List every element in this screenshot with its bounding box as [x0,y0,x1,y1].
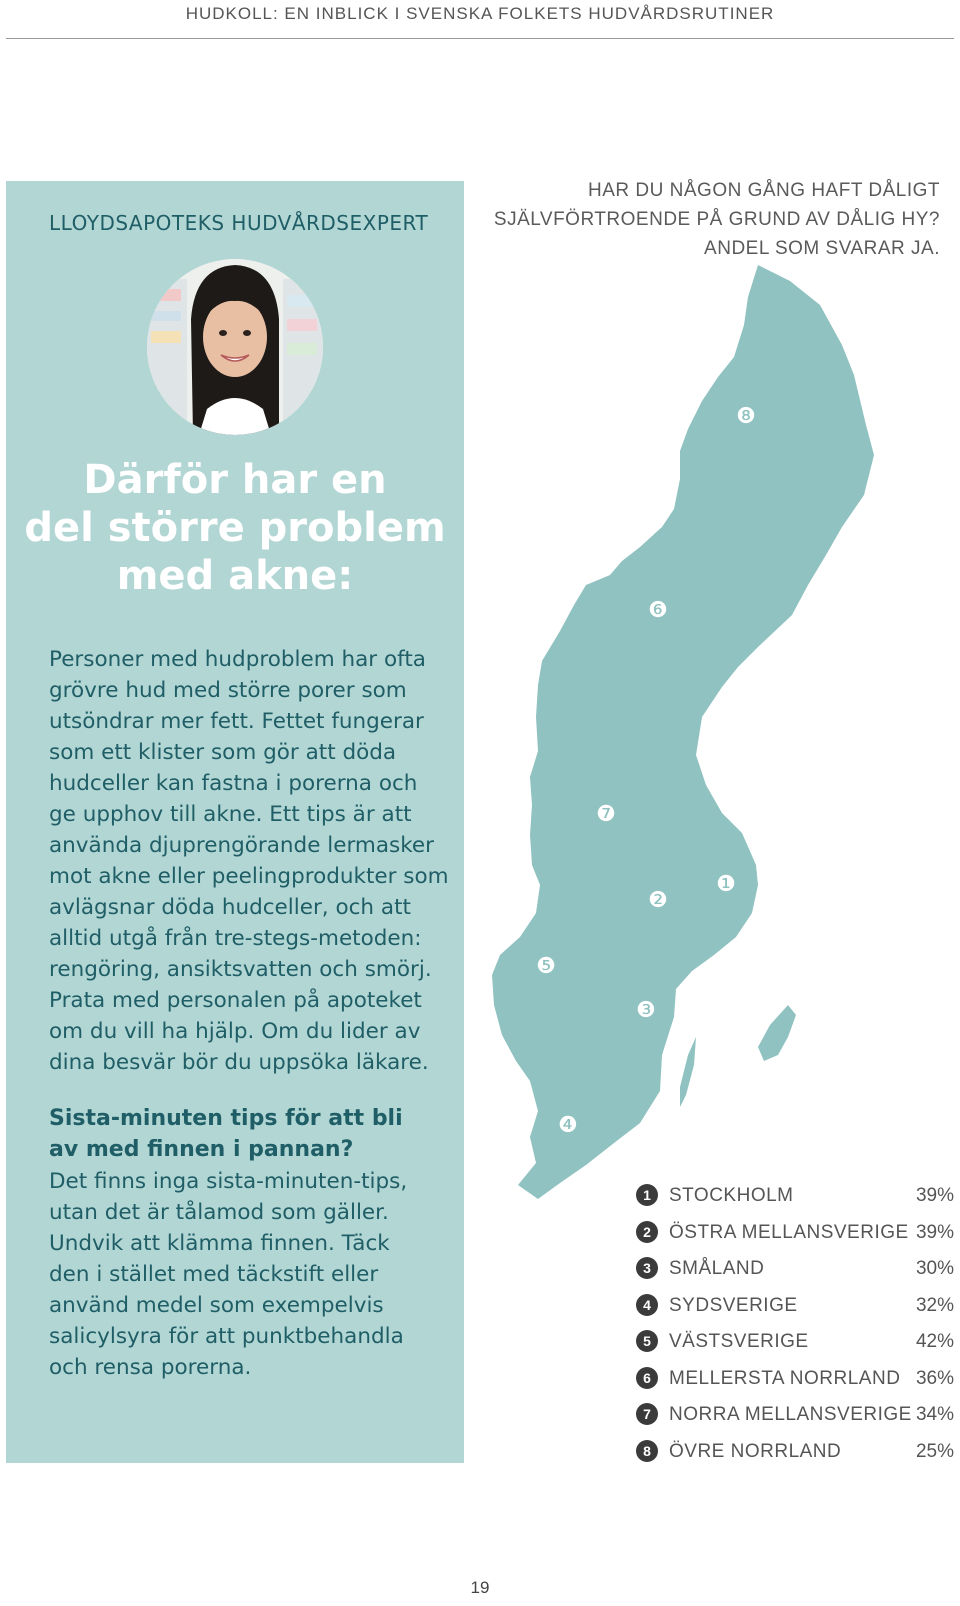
legend-percent: 39% [915,1185,954,1206]
legend-percent: 39% [915,1221,954,1243]
tips-heading-line: av med finnen i pannan? [49,1137,354,1162]
legend-percent: 36% [915,1367,954,1389]
heading-line: del större problem [24,505,446,551]
region-legend [636,1184,958,1476]
expert-title: LLOYDSAPOTEKS HUDVÅRDSEXPERT [49,211,429,235]
marker-1: ❶ [716,872,736,897]
legend-number: 2 [636,1221,658,1243]
legend-region: ÖVRE NORRLAND [669,1440,842,1462]
legend-row [636,1330,958,1367]
expert-portrait [147,259,323,435]
gotland-island [758,1005,796,1061]
legend-number: 6 [636,1367,658,1389]
body-line: mot akne eller peelingprodukter som [49,864,449,889]
heading-line: Därför har en [83,457,387,503]
tips-text [49,1166,449,1383]
body-line: utsöndrar mer fett. Fettet fungerar [49,709,424,734]
legend-row [636,1257,958,1294]
tips-line: salicylsyra för att punktbehandla [49,1324,404,1349]
legend-region: NORRA MELLANSVERIGE [669,1404,912,1425]
body-line: använda djuprengörande lermasker [49,833,434,858]
tips-line: den i stället med täckstift eller [49,1262,379,1287]
legend-region: STOCKHOLM [669,1185,794,1206]
legend-row [636,1184,958,1221]
legend-number: 7 [636,1403,658,1425]
heading-line: med akne: [116,553,354,599]
header-divider [6,38,954,39]
running-header: HUDKOLL: EN INBLICK I SVENSKA FOLKETS HUDVÅRDSRUTINER [185,4,775,23]
legend-number: 1 [636,1184,658,1206]
legend-percent: 34% [915,1404,954,1425]
tips-line: använd medel som exempelvis [49,1293,384,1318]
panel-heading [6,456,464,600]
body-line: hudceller kan fastna i porerna och [49,771,418,796]
legend-row [636,1440,958,1477]
question-line: HAR DU NÅGON GÅNG HAFT DÅLIGT [588,180,940,201]
marker-6: ❻ [648,598,668,623]
legend-percent: 42% [915,1331,954,1352]
marker-7: ❼ [596,802,616,827]
legend-region: ÖSTRA MELLANSVERIGE [669,1221,909,1243]
tips-heading-line: Sista-minuten tips för att bli [49,1106,403,1131]
marker-8: ❽ [736,404,756,429]
marker-4: ❹ [558,1113,578,1138]
legend-number: 8 [636,1440,658,1462]
legend-region: SMÅLAND [669,1258,765,1279]
body-line: grövre hud med större porer som [49,678,407,703]
expert-panel [6,181,464,1463]
body-line: alltid utgå från tre-stegs-metoden: [49,926,422,951]
legend-row [636,1221,958,1258]
survey-question [490,176,940,263]
question-line: ANDEL SOM SVARAR JA. [704,238,940,259]
legend-row [636,1367,958,1404]
tips-line: och rensa porerna. [49,1355,252,1380]
legend-region: SYDSVERIGE [669,1294,798,1316]
body-line: dina besvär bör du uppsöka läkare. [49,1050,429,1075]
legend-region: VÄSTSVERIGE [669,1331,809,1352]
question-line: SJÄLVFÖRTROENDE PÅ GRUND AV DÅLIG HY? [493,209,940,230]
legend-region: MELLERSTA NORRLAND [669,1367,901,1389]
marker-3: ❸ [636,998,656,1023]
body-line: om du vill ha hjälp. Om du lider av [49,1019,421,1044]
legend-row [636,1403,958,1440]
page-number: 19 [470,1578,490,1597]
marker-2: ❷ [648,888,668,913]
legend-row [636,1294,958,1331]
tips-heading [49,1103,449,1165]
sweden-map [490,265,900,1205]
legend-number: 5 [636,1330,658,1352]
body-line: ge upphov till akne. Ett tips är att [49,802,412,827]
body-line: Personer med hudproblem har ofta [49,647,426,672]
tips-line: Undvik att klämma finnen. Täck [49,1231,390,1256]
oland-island [680,1037,696,1107]
body-line: avlägsnar döda hudceller, och att [49,895,411,920]
body-line: Prata med personalen på apoteket [49,988,422,1013]
tips-line: Det finns inga sista-minuten-tips, [49,1169,408,1194]
portrait-image [147,259,323,435]
marker-5: ❺ [536,954,556,979]
legend-percent: 30% [915,1258,954,1279]
body-line: som ett klister som gör att döda [49,740,397,765]
legend-percent: 32% [915,1294,954,1316]
panel-body-text [49,644,449,1078]
body-line: rengöring, ansiktsvatten och smörj. [49,957,432,982]
sweden-mainland [492,265,874,1199]
legend-number: 4 [636,1294,658,1316]
legend-percent: 25% [915,1440,954,1462]
legend-number: 3 [636,1257,658,1279]
tips-line: utan det är tålamod som gäller. [49,1200,389,1225]
